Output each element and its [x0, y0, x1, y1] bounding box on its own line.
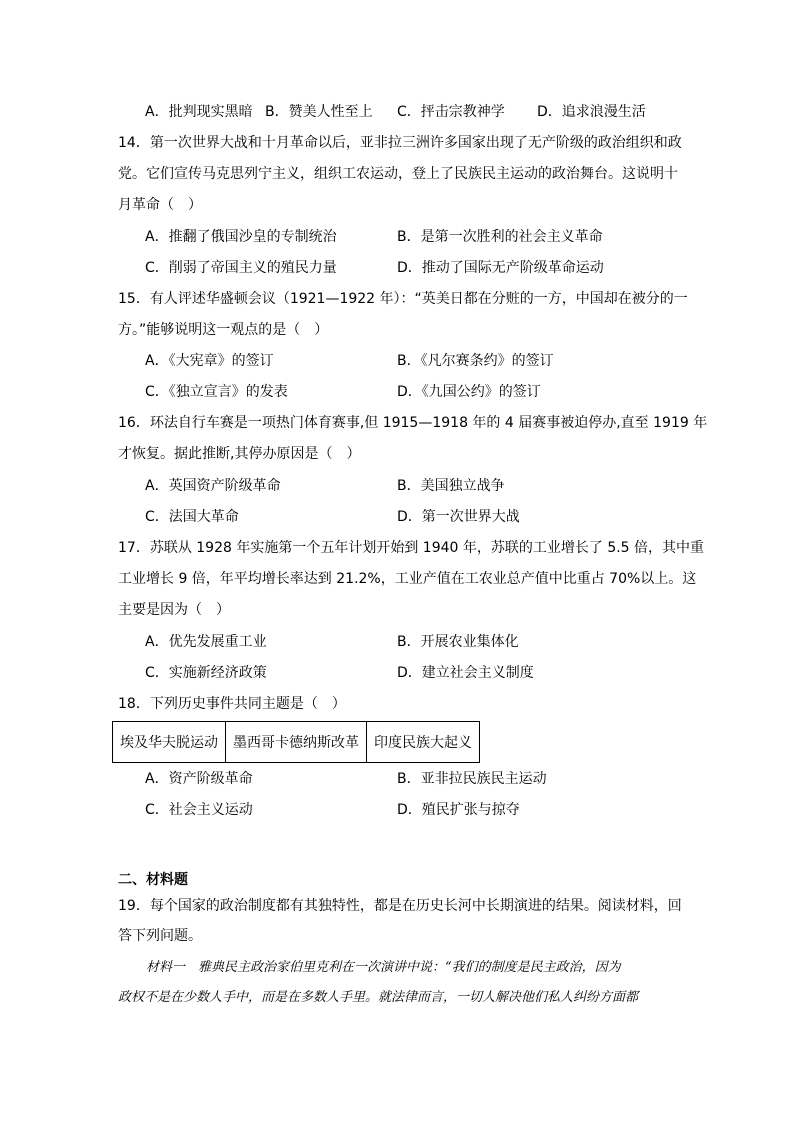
q18-stem: 18．下列历史事件共同主题是（ ）: [118, 696, 346, 712]
q14-option-b: B．是第一次胜利的社会主义革命: [397, 229, 603, 245]
q19-stem-line-2: 答下列问题。: [118, 928, 202, 944]
q17-stem-line-3: 主要是因为（ ）: [118, 602, 230, 618]
q14-option-c: C．削弱了帝国主义的殖民力量: [145, 260, 337, 276]
q15-stem-line-2: 方。”能够说明这一观点的是（ ）: [118, 322, 329, 338]
q13-option-d: D．追求浪漫生活: [537, 104, 646, 120]
q15-option-d: D．《九国公约》的签订: [397, 384, 541, 400]
q16-option-b: B．美国独立战争: [397, 478, 505, 494]
q16-option-d: D．第一次世界大战: [397, 509, 520, 525]
q15-stem-line-1: 15．有人评述华盛顿会议（1921—1922 年）：“英美日都在分赃的一方，中国却在被分的一: [118, 291, 688, 307]
q13-option-a: A．批判现实黑暗: [145, 104, 253, 120]
table-cell: 墨西哥卡德纳斯改革: [226, 722, 367, 763]
q17-option-c: C．实施新经济政策: [145, 665, 267, 681]
q18-option-a: A．资产阶级革命: [145, 771, 253, 787]
q14-option-d: D．推动了国际无产阶级革命运动: [397, 260, 604, 276]
q18-events-table: [112, 721, 480, 763]
q14-stem-line-1: 14．第一次世界大战和十月革命以后，亚非拉三洲许多国家出现了无产阶级的政治组织和政: [118, 135, 682, 151]
section-title: 二、材料题: [118, 872, 188, 888]
q15-option-b: B．《凡尔赛条约》的签订: [397, 353, 554, 369]
q17-stem-line-1: 17．苏联从 1928 年实施第一个五年计划开始到 1940 年，苏联的工业增长了 5.5 倍，其中重: [118, 540, 705, 556]
q17-option-b: B．开展农业集体化: [397, 634, 519, 650]
q15-option-c: C．《独立宣言》的发表: [145, 384, 288, 400]
q14-stem-line-2: 党。它们宣传马克思列宁主义，组织工农运动，登上了民族民主运动的政治舞台。这说明十: [118, 166, 678, 182]
q16-option-a: A．英国资产阶级革命: [145, 478, 281, 494]
q18-option-c: C．社会主义运动: [145, 802, 253, 818]
q15-option-a: A．《大宪章》的签订: [145, 353, 274, 369]
q17-option-a: A．优先发展重工业: [145, 634, 267, 650]
q18-option-d: D．殖民扩张与掠夺: [397, 802, 520, 818]
q14-stem-line-3: 月革命（ ）: [118, 197, 202, 213]
q16-stem-line-1: 16．环法自行车赛是一项热门体育赛事,但 1915—1918 年的 4 届赛事被迫停办,直至 1919 年: [118, 415, 708, 431]
q19-material-line-2: 政权不是在少数人手中，而是在多数人手里。就法律而言，一切人解决他们私人纠纷方面都: [118, 990, 639, 1005]
q13-option-c: C．抨击宗教神学: [397, 104, 505, 120]
q16-option-c: C．法国大革命: [145, 509, 239, 525]
table-cell: 印度民族大起义: [367, 722, 480, 763]
q17-option-d: D．建立社会主义制度: [397, 665, 534, 681]
q16-stem-line-2: 才恢复。据此推断,其停办原因是（ ）: [118, 446, 361, 462]
q18-option-b: B．亚非拉民族民主运动: [397, 771, 547, 787]
q14-option-a: A．推翻了俄国沙皇的专制统治: [145, 229, 337, 245]
table-row: [113, 722, 480, 763]
q19-stem-line-1: 19．每个国家的政治制度都有其独特性，都是在历史长河中长期演进的结果。阅读材料，回: [118, 898, 682, 914]
table-cell: 埃及华夫脱运动: [113, 722, 226, 763]
q13-option-b: B．赞美人性至上: [265, 104, 373, 120]
q17-stem-line-2: 工业增长 9 倍，年平均增长率达到 21.2%，工业产值在工农业总产值中比重占 70%以上。这: [118, 571, 697, 587]
q19-material-line-1: 材料一 雅典民主政治家伯里克利在一次演讲中说：“我们的制度是民主政治，因为: [146, 960, 621, 975]
